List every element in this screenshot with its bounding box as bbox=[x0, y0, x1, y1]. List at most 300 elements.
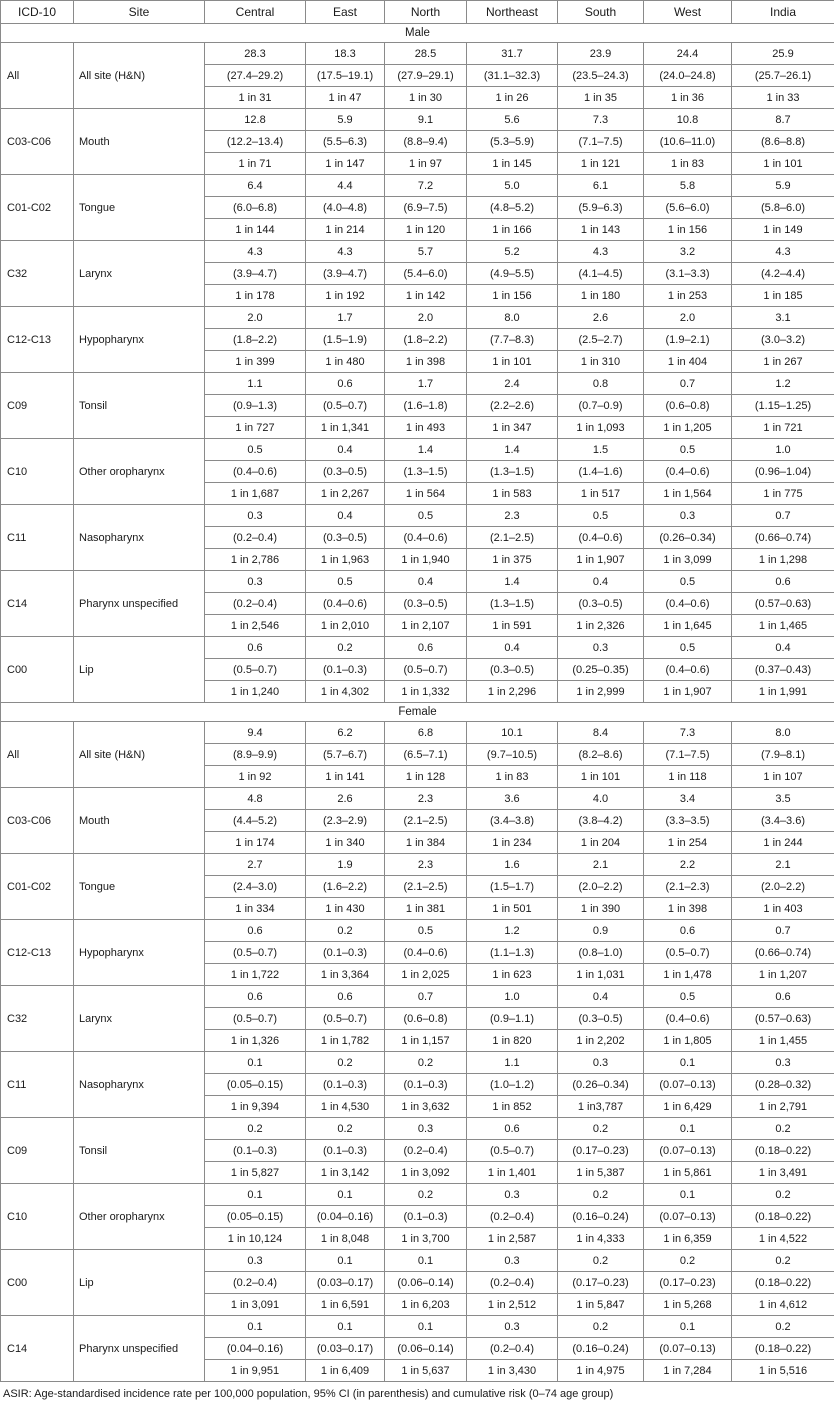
ci-cell: (0.7–0.9) bbox=[558, 395, 644, 417]
risk-cell: 1 in 727 bbox=[205, 417, 306, 439]
ci-cell: (0.5–0.7) bbox=[306, 395, 385, 417]
table-row bbox=[1, 854, 834, 876]
site-cell: Larynx bbox=[74, 986, 205, 1052]
risk-cell: 1 in 5,861 bbox=[644, 1162, 732, 1184]
risk-cell: 1 in 118 bbox=[644, 766, 732, 788]
risk-cell: 1 in 501 bbox=[467, 898, 558, 920]
asir-cell: 12.8 bbox=[205, 109, 306, 131]
asir-cell: 18.3 bbox=[306, 43, 385, 65]
asir-cell: 0.7 bbox=[385, 986, 467, 1008]
ci-cell: (0.4–0.6) bbox=[385, 942, 467, 964]
risk-cell: 1 in 267 bbox=[732, 351, 834, 373]
site-cell: All site (H&N) bbox=[74, 722, 205, 788]
asir-cell: 0.6 bbox=[205, 986, 306, 1008]
icd-code-cell: C03-C06 bbox=[1, 109, 74, 175]
risk-cell: 1 in 8,048 bbox=[306, 1228, 385, 1250]
asir-cell: 5.6 bbox=[467, 109, 558, 131]
ci-cell: (0.3–0.5) bbox=[385, 593, 467, 615]
asir-cell: 2.1 bbox=[558, 854, 644, 876]
risk-cell: 1 in 1,907 bbox=[558, 549, 644, 571]
risk-cell: 1 in 384 bbox=[385, 832, 467, 854]
risk-cell: 1 in 141 bbox=[306, 766, 385, 788]
asir-cell: 3.6 bbox=[467, 788, 558, 810]
ci-cell: (0.2–0.4) bbox=[467, 1206, 558, 1228]
ci-cell: (8.2–8.6) bbox=[558, 744, 644, 766]
risk-cell: 1 in 2,786 bbox=[205, 549, 306, 571]
ci-cell: (0.18–0.22) bbox=[732, 1338, 834, 1360]
asir-cell: 8.4 bbox=[558, 722, 644, 744]
site-cell: Other oropharynx bbox=[74, 439, 205, 505]
asir-cell: 1.0 bbox=[467, 986, 558, 1008]
ci-cell: (2.1–2.5) bbox=[385, 810, 467, 832]
asir-cell: 5.8 bbox=[644, 175, 732, 197]
risk-cell: 1 in 3,632 bbox=[385, 1096, 467, 1118]
asir-cell: 0.3 bbox=[558, 637, 644, 659]
asir-cell: 3.2 bbox=[644, 241, 732, 263]
column-header: Central bbox=[205, 1, 306, 24]
asir-cell: 0.2 bbox=[558, 1118, 644, 1140]
ci-cell: (0.66–0.74) bbox=[732, 527, 834, 549]
risk-cell: 1 in 5,268 bbox=[644, 1294, 732, 1316]
risk-cell: 1 in3,787 bbox=[558, 1096, 644, 1118]
asir-cell: 0.7 bbox=[732, 920, 834, 942]
asir-cell: 7.3 bbox=[644, 722, 732, 744]
asir-cell: 4.8 bbox=[205, 788, 306, 810]
table-row bbox=[1, 788, 834, 810]
risk-cell: 1 in 591 bbox=[467, 615, 558, 637]
asir-cell: 1.4 bbox=[467, 571, 558, 593]
column-header: East bbox=[306, 1, 385, 24]
asir-cell: 1.4 bbox=[467, 439, 558, 461]
risk-cell: 1 in 3,091 bbox=[205, 1294, 306, 1316]
ci-cell: (2.1–2.3) bbox=[644, 876, 732, 898]
asir-cell: 0.4 bbox=[467, 637, 558, 659]
ci-cell: (3.0–3.2) bbox=[732, 329, 834, 351]
risk-cell: 1 in 310 bbox=[558, 351, 644, 373]
risk-cell: 1 in 5,516 bbox=[732, 1360, 834, 1382]
asir-cell: 4.4 bbox=[306, 175, 385, 197]
icd-code-cell: C03-C06 bbox=[1, 788, 74, 854]
risk-cell: 1 in 6,591 bbox=[306, 1294, 385, 1316]
asir-cell: 1.6 bbox=[467, 854, 558, 876]
asir-cell: 0.1 bbox=[385, 1250, 467, 1272]
asir-cell: 0.4 bbox=[306, 505, 385, 527]
risk-cell: 1 in 101 bbox=[732, 153, 834, 175]
asir-cell: 24.4 bbox=[644, 43, 732, 65]
ci-cell: (0.18–0.22) bbox=[732, 1140, 834, 1162]
ci-cell: (0.3–0.5) bbox=[306, 527, 385, 549]
risk-cell: 1 in 4,522 bbox=[732, 1228, 834, 1250]
risk-cell: 1 in 1,401 bbox=[467, 1162, 558, 1184]
ci-cell: (0.17–0.23) bbox=[558, 1272, 644, 1294]
risk-cell: 1 in 3,430 bbox=[467, 1360, 558, 1382]
asir-cell: 0.2 bbox=[558, 1250, 644, 1272]
column-header: South bbox=[558, 1, 644, 24]
section-label: Female bbox=[1, 703, 834, 722]
risk-cell: 1 in 6,429 bbox=[644, 1096, 732, 1118]
asir-cell: 0.1 bbox=[644, 1052, 732, 1074]
risk-cell: 1 in 852 bbox=[467, 1096, 558, 1118]
risk-cell: 1 in 174 bbox=[205, 832, 306, 854]
risk-cell: 1 in 2,546 bbox=[205, 615, 306, 637]
site-cell: All site (H&N) bbox=[74, 43, 205, 109]
table-body bbox=[1, 24, 834, 1382]
risk-cell: 1 in 1,157 bbox=[385, 1030, 467, 1052]
risk-cell: 1 in 1,782 bbox=[306, 1030, 385, 1052]
asir-cell: 0.1 bbox=[306, 1184, 385, 1206]
asir-cell: 4.3 bbox=[558, 241, 644, 263]
asir-cell: 0.6 bbox=[205, 920, 306, 942]
asir-cell: 4.3 bbox=[732, 241, 834, 263]
ci-cell: (0.1–0.3) bbox=[306, 942, 385, 964]
table-row bbox=[1, 373, 834, 395]
table-row bbox=[1, 175, 834, 197]
risk-cell: 1 in 101 bbox=[467, 351, 558, 373]
icd-code-cell: C12-C13 bbox=[1, 920, 74, 986]
asir-cell: 2.0 bbox=[385, 307, 467, 329]
risk-cell: 1 in 35 bbox=[558, 87, 644, 109]
asir-cell: 1.9 bbox=[306, 854, 385, 876]
asir-cell: 3.4 bbox=[644, 788, 732, 810]
asir-cell: 4.3 bbox=[205, 241, 306, 263]
ci-cell: (0.3–0.5) bbox=[306, 461, 385, 483]
column-header: West bbox=[644, 1, 732, 24]
asir-cell: 0.6 bbox=[205, 637, 306, 659]
table-row bbox=[1, 722, 834, 744]
ci-cell: (17.5–19.1) bbox=[306, 65, 385, 87]
asir-cell: 4.0 bbox=[558, 788, 644, 810]
risk-cell: 1 in 564 bbox=[385, 483, 467, 505]
risk-cell: 1 in 97 bbox=[385, 153, 467, 175]
asir-cell: 0.3 bbox=[205, 1250, 306, 1272]
asir-cell: 6.8 bbox=[385, 722, 467, 744]
risk-cell: 1 in 180 bbox=[558, 285, 644, 307]
ci-cell: (0.1–0.3) bbox=[385, 1206, 467, 1228]
ci-cell: (0.16–0.24) bbox=[558, 1206, 644, 1228]
ci-cell: (1.6–2.2) bbox=[306, 876, 385, 898]
risk-cell: 1 in 128 bbox=[385, 766, 467, 788]
risk-cell: 1 in 101 bbox=[558, 766, 644, 788]
asir-cell: 2.2 bbox=[644, 854, 732, 876]
asir-cell: 0.2 bbox=[306, 1118, 385, 1140]
asir-cell: 0.2 bbox=[306, 920, 385, 942]
asir-cell: 5.2 bbox=[467, 241, 558, 263]
asir-cell: 1.2 bbox=[467, 920, 558, 942]
ci-cell: (0.25–0.35) bbox=[558, 659, 644, 681]
ci-cell: (1.4–1.6) bbox=[558, 461, 644, 483]
risk-cell: 1 in 340 bbox=[306, 832, 385, 854]
asir-cell: 2.6 bbox=[306, 788, 385, 810]
ci-cell: (0.57–0.63) bbox=[732, 593, 834, 615]
ci-cell: (1.1–1.3) bbox=[467, 942, 558, 964]
ci-cell: (0.4–0.6) bbox=[644, 1008, 732, 1030]
icd-code-cell: C00 bbox=[1, 637, 74, 703]
icd-code-cell: All bbox=[1, 722, 74, 788]
ci-cell: (8.9–9.9) bbox=[205, 744, 306, 766]
asir-cell: 0.2 bbox=[205, 1118, 306, 1140]
ci-cell: (25.7–26.1) bbox=[732, 65, 834, 87]
risk-cell: 1 in 4,612 bbox=[732, 1294, 834, 1316]
site-cell: Pharynx unspecified bbox=[74, 571, 205, 637]
asir-cell: 0.3 bbox=[205, 505, 306, 527]
asir-cell: 0.6 bbox=[732, 986, 834, 1008]
risk-cell: 1 in 36 bbox=[644, 87, 732, 109]
risk-cell: 1 in 149 bbox=[732, 219, 834, 241]
asir-cell: 0.3 bbox=[467, 1184, 558, 1206]
risk-cell: 1 in 1,332 bbox=[385, 681, 467, 703]
ci-cell: (1.5–1.7) bbox=[467, 876, 558, 898]
ci-cell: (0.05–0.15) bbox=[205, 1206, 306, 1228]
asir-cell: 0.4 bbox=[385, 571, 467, 593]
asir-cell: 0.3 bbox=[385, 1118, 467, 1140]
asir-cell: 6.2 bbox=[306, 722, 385, 744]
risk-cell: 1 in 1,907 bbox=[644, 681, 732, 703]
ci-cell: (2.1–2.5) bbox=[467, 527, 558, 549]
asir-cell: 7.2 bbox=[385, 175, 467, 197]
asir-cell: 0.2 bbox=[732, 1316, 834, 1338]
icd-code-cell: C00 bbox=[1, 1250, 74, 1316]
asir-cell: 0.5 bbox=[644, 637, 732, 659]
risk-cell: 1 in 2,587 bbox=[467, 1228, 558, 1250]
asir-cell: 0.1 bbox=[306, 1316, 385, 1338]
ci-cell: (1.15–1.25) bbox=[732, 395, 834, 417]
asir-cell: 0.5 bbox=[644, 439, 732, 461]
asir-cell: 0.2 bbox=[306, 1052, 385, 1074]
risk-cell: 1 in 6,359 bbox=[644, 1228, 732, 1250]
risk-cell: 1 in 234 bbox=[467, 832, 558, 854]
icd-code-cell: C32 bbox=[1, 241, 74, 307]
asir-cell: 1.0 bbox=[732, 439, 834, 461]
site-cell: Nasopharynx bbox=[74, 505, 205, 571]
ci-cell: (0.26–0.34) bbox=[644, 527, 732, 549]
risk-cell: 1 in 1,298 bbox=[732, 549, 834, 571]
ci-cell: (0.6–0.8) bbox=[385, 1008, 467, 1030]
asir-cell: 3.5 bbox=[732, 788, 834, 810]
ci-cell: (0.05–0.15) bbox=[205, 1074, 306, 1096]
asir-cell: 2.3 bbox=[467, 505, 558, 527]
asir-cell: 2.3 bbox=[385, 788, 467, 810]
risk-cell: 1 in 192 bbox=[306, 285, 385, 307]
ci-cell: (0.2–0.4) bbox=[205, 1272, 306, 1294]
site-cell: Lip bbox=[74, 637, 205, 703]
asir-cell: 3.1 bbox=[732, 307, 834, 329]
asir-cell: 5.0 bbox=[467, 175, 558, 197]
risk-cell: 1 in 1,687 bbox=[205, 483, 306, 505]
risk-cell: 1 in 31 bbox=[205, 87, 306, 109]
ci-cell: (6.9–7.5) bbox=[385, 197, 467, 219]
risk-cell: 1 in 334 bbox=[205, 898, 306, 920]
risk-cell: 1 in 71 bbox=[205, 153, 306, 175]
risk-cell: 1 in 254 bbox=[644, 832, 732, 854]
risk-cell: 1 in 1,478 bbox=[644, 964, 732, 986]
ci-cell: (0.5–0.7) bbox=[205, 942, 306, 964]
ci-cell: (0.4–0.6) bbox=[205, 461, 306, 483]
icd-code-cell: C10 bbox=[1, 439, 74, 505]
risk-cell: 1 in 6,409 bbox=[306, 1360, 385, 1382]
site-cell: Hypopharynx bbox=[74, 920, 205, 986]
ci-cell: (4.4–5.2) bbox=[205, 810, 306, 832]
column-header: India bbox=[732, 1, 834, 24]
ci-cell: (0.1–0.3) bbox=[306, 659, 385, 681]
section-label: Male bbox=[1, 24, 834, 43]
risk-cell: 1 in 2,107 bbox=[385, 615, 467, 637]
asir-cell: 0.4 bbox=[558, 986, 644, 1008]
icd-code-cell: C09 bbox=[1, 1118, 74, 1184]
ci-cell: (5.8–6.0) bbox=[732, 197, 834, 219]
risk-cell: 1 in 3,142 bbox=[306, 1162, 385, 1184]
ci-cell: (0.5–0.7) bbox=[205, 1008, 306, 1030]
ci-cell: (0.16–0.24) bbox=[558, 1338, 644, 1360]
risk-cell: 1 in 2,025 bbox=[385, 964, 467, 986]
ci-cell: (3.4–3.8) bbox=[467, 810, 558, 832]
ci-cell: (2.4–3.0) bbox=[205, 876, 306, 898]
ci-cell: (0.07–0.13) bbox=[644, 1140, 732, 1162]
asir-cell: 0.2 bbox=[732, 1118, 834, 1140]
ci-cell: (9.7–10.5) bbox=[467, 744, 558, 766]
asir-cell: 0.5 bbox=[644, 986, 732, 1008]
asir-cell: 5.9 bbox=[732, 175, 834, 197]
site-cell: Pharynx unspecified bbox=[74, 1316, 205, 1382]
site-cell: Hypopharynx bbox=[74, 307, 205, 373]
asir-cell: 0.5 bbox=[385, 505, 467, 527]
risk-cell: 1 in 5,637 bbox=[385, 1360, 467, 1382]
column-header: North bbox=[385, 1, 467, 24]
asir-cell: 25.9 bbox=[732, 43, 834, 65]
risk-cell: 1 in 517 bbox=[558, 483, 644, 505]
risk-cell: 1 in 1,341 bbox=[306, 417, 385, 439]
risk-cell: 1 in 493 bbox=[385, 417, 467, 439]
asir-cell: 2.0 bbox=[205, 307, 306, 329]
risk-cell: 1 in 2,512 bbox=[467, 1294, 558, 1316]
site-cell: Tonsil bbox=[74, 1118, 205, 1184]
ci-cell: (0.96–1.04) bbox=[732, 461, 834, 483]
ci-cell: (5.9–6.3) bbox=[558, 197, 644, 219]
risk-cell: 1 in 399 bbox=[205, 351, 306, 373]
ci-cell: (0.5–0.7) bbox=[467, 1140, 558, 1162]
asir-cell: 7.3 bbox=[558, 109, 644, 131]
risk-cell: 1 in 253 bbox=[644, 285, 732, 307]
ci-cell: (0.03–0.17) bbox=[306, 1272, 385, 1294]
asir-cell: 2.3 bbox=[385, 854, 467, 876]
ci-cell: (1.3–1.5) bbox=[467, 593, 558, 615]
ci-cell: (0.9–1.1) bbox=[467, 1008, 558, 1030]
table-row bbox=[1, 109, 834, 131]
risk-cell: 1 in 2,326 bbox=[558, 615, 644, 637]
ci-cell: (0.9–1.3) bbox=[205, 395, 306, 417]
ci-cell: (4.8–5.2) bbox=[467, 197, 558, 219]
asir-cell: 0.3 bbox=[467, 1316, 558, 1338]
risk-cell: 1 in 390 bbox=[558, 898, 644, 920]
asir-cell: 0.7 bbox=[644, 373, 732, 395]
ci-cell: (0.2–0.4) bbox=[385, 1140, 467, 1162]
risk-cell: 1 in 5,847 bbox=[558, 1294, 644, 1316]
risk-cell: 1 in 7,284 bbox=[644, 1360, 732, 1382]
risk-cell: 1 in 3,364 bbox=[306, 964, 385, 986]
ci-cell: (7.7–8.3) bbox=[467, 329, 558, 351]
risk-cell: 1 in 1,963 bbox=[306, 549, 385, 571]
ci-cell: (0.18–0.22) bbox=[732, 1206, 834, 1228]
risk-cell: 1 in 30 bbox=[385, 87, 467, 109]
ci-cell: (2.3–2.9) bbox=[306, 810, 385, 832]
ci-cell: (0.17–0.23) bbox=[644, 1272, 732, 1294]
asir-cell: 6.1 bbox=[558, 175, 644, 197]
ci-cell: (0.18–0.22) bbox=[732, 1272, 834, 1294]
risk-cell: 1 in 4,530 bbox=[306, 1096, 385, 1118]
ci-cell: (0.1–0.3) bbox=[306, 1140, 385, 1162]
risk-cell: 1 in 398 bbox=[644, 898, 732, 920]
asir-cell: 0.2 bbox=[732, 1250, 834, 1272]
asir-cell: 4.3 bbox=[306, 241, 385, 263]
ci-cell: (0.04–0.16) bbox=[205, 1338, 306, 1360]
asir-cell: 0.6 bbox=[467, 1118, 558, 1140]
risk-cell: 1 in 4,302 bbox=[306, 681, 385, 703]
ci-cell: (1.8–2.2) bbox=[205, 329, 306, 351]
section-row bbox=[1, 703, 834, 722]
risk-cell: 1 in 156 bbox=[644, 219, 732, 241]
asir-cell: 0.2 bbox=[644, 1250, 732, 1272]
risk-cell: 1 in 1,455 bbox=[732, 1030, 834, 1052]
asir-cell: 0.5 bbox=[644, 571, 732, 593]
ci-cell: (8.8–9.4) bbox=[385, 131, 467, 153]
table-row bbox=[1, 43, 834, 65]
risk-cell: 1 in 1,564 bbox=[644, 483, 732, 505]
asir-cell: 0.9 bbox=[558, 920, 644, 942]
site-cell: Tonsil bbox=[74, 373, 205, 439]
asir-cell: 8.0 bbox=[732, 722, 834, 744]
asir-cell: 28.5 bbox=[385, 43, 467, 65]
risk-cell: 1 in 1,940 bbox=[385, 549, 467, 571]
ci-cell: (0.1–0.3) bbox=[385, 1074, 467, 1096]
ci-cell: (0.4–0.6) bbox=[385, 527, 467, 549]
asir-cell: 0.4 bbox=[732, 637, 834, 659]
ci-cell: (12.2–13.4) bbox=[205, 131, 306, 153]
asir-cell: 2.0 bbox=[644, 307, 732, 329]
asir-cell: 1.5 bbox=[558, 439, 644, 461]
ci-cell: (0.57–0.63) bbox=[732, 1008, 834, 1030]
ci-cell: (0.17–0.23) bbox=[558, 1140, 644, 1162]
section-row bbox=[1, 24, 834, 43]
asir-cell: 0.7 bbox=[732, 505, 834, 527]
icd-code-cell: C11 bbox=[1, 1052, 74, 1118]
site-cell: Other oropharynx bbox=[74, 1184, 205, 1250]
asir-cell: 1.2 bbox=[732, 373, 834, 395]
site-cell: Mouth bbox=[74, 109, 205, 175]
ci-cell: (0.6–0.8) bbox=[644, 395, 732, 417]
ci-cell: (0.1–0.3) bbox=[306, 1074, 385, 1096]
asir-cell: 0.6 bbox=[385, 637, 467, 659]
ci-cell: (27.4–29.2) bbox=[205, 65, 306, 87]
risk-cell: 1 in 4,333 bbox=[558, 1228, 644, 1250]
icd-code-cell: C09 bbox=[1, 373, 74, 439]
ci-cell: (24.0–24.8) bbox=[644, 65, 732, 87]
risk-cell: 1 in 5,827 bbox=[205, 1162, 306, 1184]
risk-cell: 1 in 4,975 bbox=[558, 1360, 644, 1382]
ci-cell: (5.3–5.9) bbox=[467, 131, 558, 153]
table-row bbox=[1, 920, 834, 942]
risk-cell: 1 in 214 bbox=[306, 219, 385, 241]
ci-cell: (0.06–0.14) bbox=[385, 1272, 467, 1294]
ci-cell: (0.4–0.6) bbox=[306, 593, 385, 615]
table-row bbox=[1, 505, 834, 527]
risk-cell: 1 in 775 bbox=[732, 483, 834, 505]
icd-code-cell: C12-C13 bbox=[1, 307, 74, 373]
column-header: Site bbox=[74, 1, 205, 24]
ci-cell: (0.8–1.0) bbox=[558, 942, 644, 964]
risk-cell: 1 in 6,203 bbox=[385, 1294, 467, 1316]
ci-cell: (3.9–4.7) bbox=[306, 263, 385, 285]
risk-cell: 1 in 1,722 bbox=[205, 964, 306, 986]
risk-cell: 1 in 1,093 bbox=[558, 417, 644, 439]
